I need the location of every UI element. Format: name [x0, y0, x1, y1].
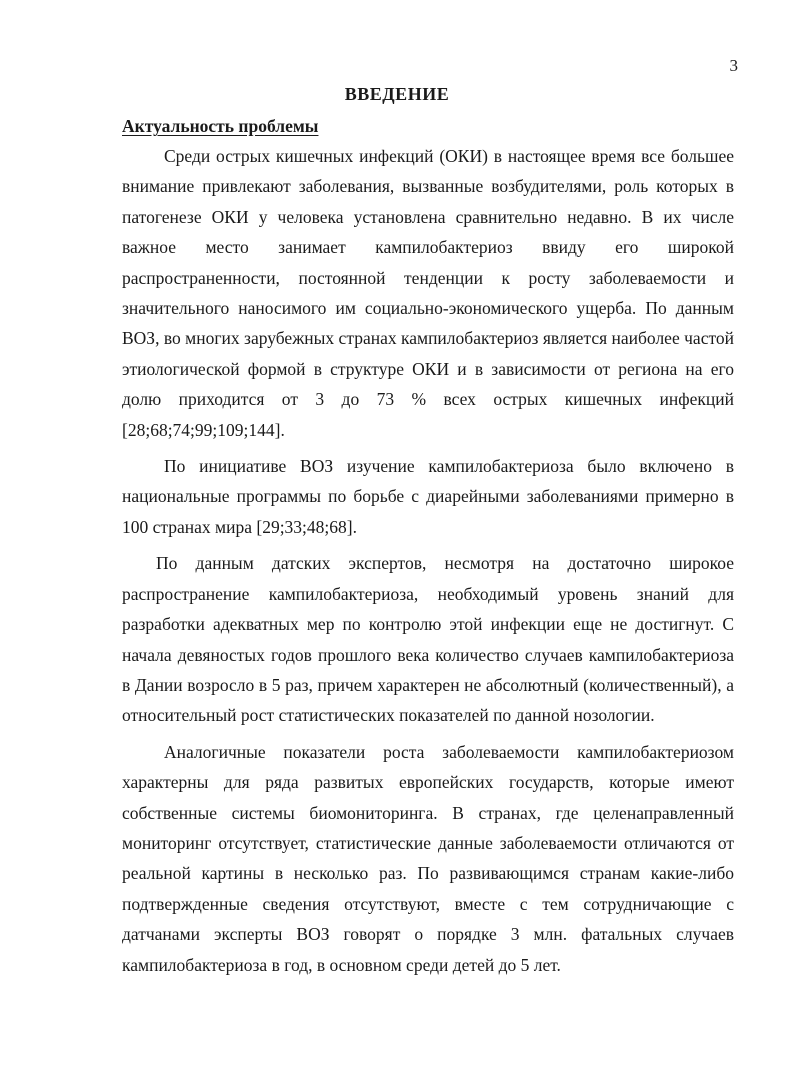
paragraph-1: Среди острых кишечных инфекций (ОКИ) в настоящее время все большее внимание привлекают заболевания, вызванные возбудителями, роль которых в патогенезе ОКИ у человека установлена сравнительно недавно. В их числе важное место занимает кампилобактериоз ввиду его широкой распространенности, постоянной тенденции к росту заболеваемости и значительного наносимого им социально-экономического ущерба. По данным ВОЗ, во многих зарубежных странах кампилобактериоз является наиболее частой этиологической формой в структуре ОКИ и в зависимости от региона на его долю приходится от 3 до 73 % всех острых кишечных инфекций [28;68;74;99;109;144]. — [122, 146, 734, 440]
paragraph-4: Аналогичные показатели роста заболеваемости кампилобактериозом характерны для ряда развитых европейских государств, которые имеют собственные системы биомониторинга. В странах, где целенаправленный мониторинг отсутствует, статистические данные заболеваемости отличаются от реальной картины в несколько раз. По развивающимся странам какие-либо подтвержденные сведения отсутствуют, вместе с тем сотрудничающие с датчанами эксперты ВОЗ говорят о порядке 3 млн. фатальных случаев кампилобактериоза в год, в основном среди детей до 5 лет. — [122, 741, 734, 975]
page-title: ВВЕДЕНИЕ — [344, 84, 450, 104]
paragraph-2: По инициативе ВОЗ изучение кампилобактериоза было включено в национальные программы по борьбе с диарейными заболеваниями примерно в 100 странах мира [29;33;48;68]. — [122, 456, 734, 537]
body-text — [122, 141, 734, 986]
paragraph-3: По данным датских экспертов, несмотря на достаточно широкое распространение кампилобактериоза, необходимый уровень знаний для разработки адекватных мер по контролю этой инфекции еще не достигнут. С начала девяностых годов прошлого века количество случаев кампилобактериоза в Дании возросло в 5 раз, причем характерен не абсолютный (количественный), а относительный рост статистических показателей по данной нозологии. — [122, 553, 734, 726]
page-number: 3 — [729, 56, 738, 75]
section-heading: Актуальность проблемы — [122, 116, 319, 136]
